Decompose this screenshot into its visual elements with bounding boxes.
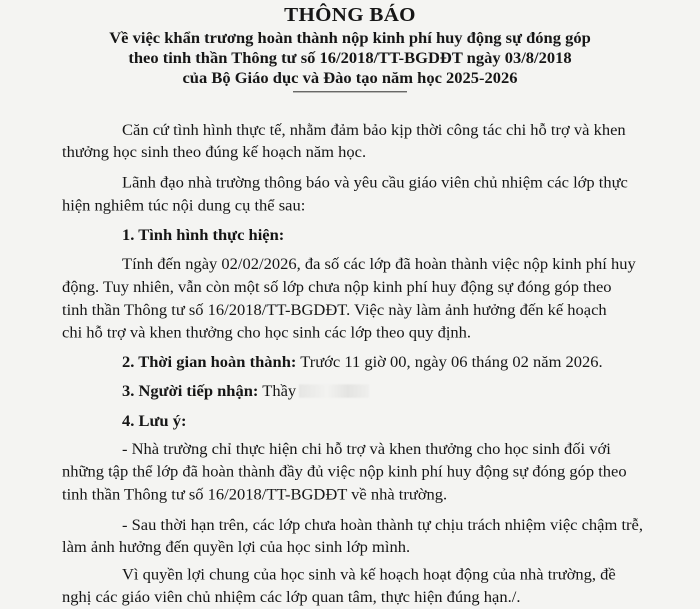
subtitle-line-3: của Bộ Giáo dục và Đào tạo năm học 2025-2026 — [182, 68, 518, 87]
closing-line-1: Vì quyền lợi chung của học sinh và kế hoạch hoạt động của nhà trường, đề — [122, 565, 616, 584]
note-2-line-2: làm ảnh hưởng đến quyền lợi của học sinh lớp mình. — [62, 537, 411, 556]
document-title: THÔNG BÁO — [284, 2, 416, 26]
note-2-line-1: - Sau thời hạn trên, các lớp chưa hoàn thành tự chịu trách nhiệm việc chậm trễ, — [122, 515, 643, 534]
intro-line-2: thưởng học sinh theo đúng kế hoạch năm học. — [62, 142, 367, 161]
title-divider — [293, 91, 407, 92]
section-2 — [122, 353, 603, 372]
section-4-heading: 4. Lưu ý: — [122, 411, 187, 431]
intro-line-1: Căn cứ tình hình thực tế, nhằm đảm bảo kịp thời công tác chi hỗ trợ và khen — [122, 120, 626, 139]
section-1-line-2: động. Tuy nhiên, vẫn còn một số lớp chưa nộp kinh phí huy động sự đóng góp theo — [62, 277, 612, 296]
subtitle-line-1: Về việc khẩn trương hoàn thành nộp kinh phí huy động sự đóng góp — [109, 28, 591, 47]
section-2-heading: 2. Thời gian hoàn thành: — [122, 352, 297, 372]
section-3-recipient: Thầy — [262, 381, 297, 400]
section-1-heading: 1. Tình hình thực hiện: — [122, 225, 285, 244]
note-1-line-2: những tập thể lớp đã hoàn thành đầy đủ việc nộp kinh phí huy động sự đóng góp theo — [62, 462, 627, 481]
section-1-line-1: Tính đến ngày 02/02/2026, đa số các lớp đã hoàn thành việc nộp kinh phí huy — [122, 254, 636, 274]
redacted-name — [299, 384, 369, 397]
section-1-line-3: tinh thần Thông tư số 16/2018/TT-BGDĐT. Việc này làm ảnh hưởng đến kế hoạch — [62, 300, 607, 319]
section-2-deadline: Trước 11 giờ 00, ngày 06 tháng 02 năm 2026. — [300, 352, 603, 372]
request-line-1: Lãnh đạo nhà trường thông báo và yêu cầu giáo viên chủ nhiệm các lớp thực — [122, 173, 628, 192]
section-3 — [122, 382, 369, 401]
section-3-heading: 3. Người tiếp nhận: — [122, 381, 259, 400]
request-line-2: hiện nghiêm túc nội dung cụ thể sau: — [62, 195, 306, 215]
section-1-line-4: chi hỗ trợ và khen thưởng cho học sinh các lớp theo quy định. — [62, 323, 472, 342]
subtitle-line-2: theo tinh thần Thông tư số 16/2018/TT-BGDĐT ngày 03/8/2018 — [128, 48, 572, 67]
note-1-line-3: tinh thần Thông tư số 16/2018/TT-BGDĐT về nhà trường. — [62, 485, 448, 504]
note-1-line-1: - Nhà trường chỉ thực hiện chi hỗ trợ và khen thưởng cho học sinh đối với — [122, 439, 611, 458]
closing-line-2: nghị các giáo viên chủ nhiệm các lớp quan tâm, thực hiện đúng hạn./. — [62, 587, 521, 607]
